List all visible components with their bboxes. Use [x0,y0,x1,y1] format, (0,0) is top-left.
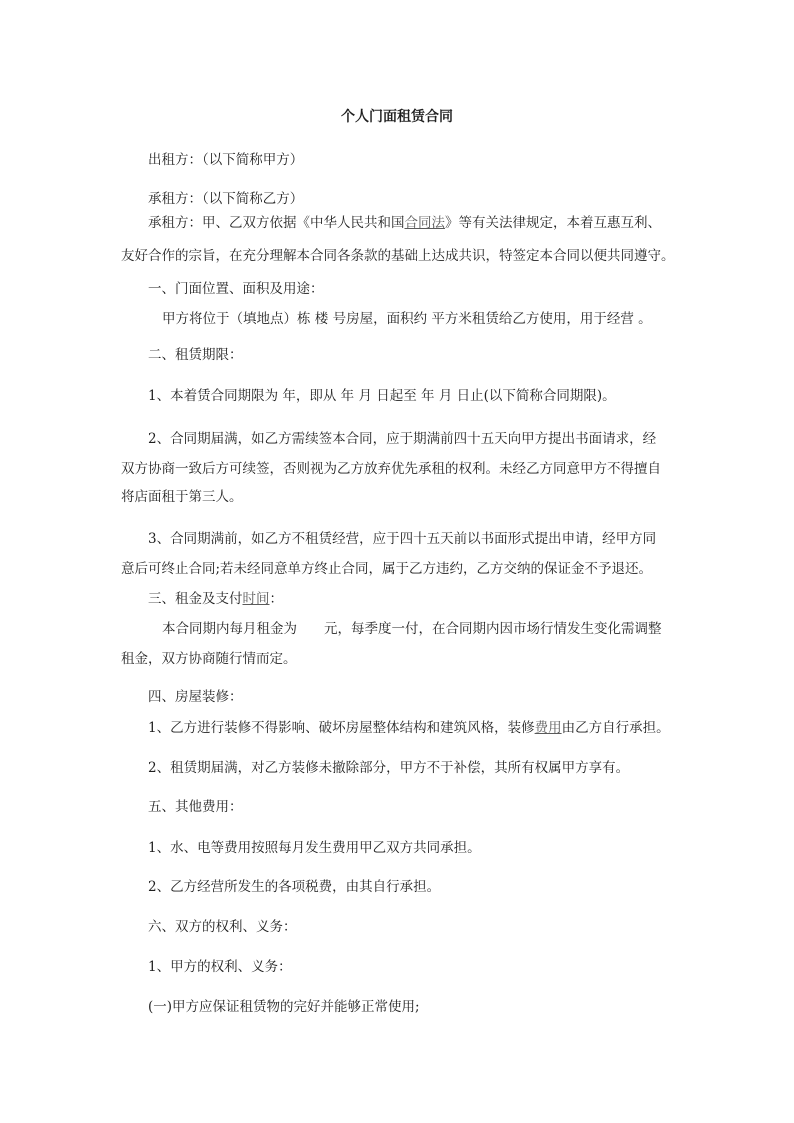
lessee-line: 承租方：（以下简称乙方） [148,191,304,207]
document-title: 个人门面租赁合同 [341,109,453,125]
section-2-item-3-line-2: 意后可终止合同;若未经同意单方终止合同，属于乙方违约，乙方交纳的保证金不予退还。 [121,561,653,577]
section-2-item-1: 1、本着赁合同期限为 年，即从 年 月 日起至 年 月 日止(以下简称合同期限)。 [148,388,616,404]
section-3-title-text: 三、租金及支付 [148,591,243,607]
section-6-title: 六、双方的权利、义务： [148,919,297,935]
intro-text-a: 承租方：甲、乙双方依据《中华人民共和国 [148,215,405,231]
time-link[interactable]: 时间 [242,591,270,607]
section-2-item-2-line-1: 2、合同期届满，如乙方需续签本合同，应于期满前四十五天向甲方提出书面请求，经 [148,431,657,447]
section-1-title: 一、门面位置、面积及用途： [148,281,324,297]
contract-law-link[interactable]: 合同法 [404,215,445,231]
section-5-item-1: 1、水、电等费用按照每月发生费用甲乙双方共同承担。 [148,840,481,856]
section-3-title-colon: ： [269,591,283,607]
section-4-item-1-a: 1、乙方进行装修不得影响、破坏房屋整体结构和建筑风格，装修 [148,720,535,736]
intro-line-1 [148,213,661,233]
section-4-title: 四、房屋装修： [148,689,243,705]
section-3-line-1: 本合同期内每月租金为 元，每季度一付，在合同期内因市场行情发生变化需调整 [162,621,662,637]
section-2-item-3-line-1: 3、合同期满前，如乙方不租赁经营，应于四十五天前以书面形式提出申请，经甲方同 [148,531,657,547]
section-6-item-1-sub-1: (一)甲方应保证租赁物的完好并能够正常使用; [148,999,420,1015]
section-5-item-2: 2、乙方经营所发生的各项税费，由其自行承担。 [148,879,441,895]
lessor-line: 出租方：（以下简称甲方） [148,152,304,168]
section-6-item-1: 1、甲方的权利、义务： [148,959,292,975]
intro-line-2: 友好合作的宗旨，在充分理解本合同各条款的基础上达成共识，特签定本合同以便共同遵守。 [121,248,675,264]
section-4-item-1 [148,718,670,738]
section-3-line-2: 租金，双方协商随行情而定。 [121,651,297,667]
section-2-item-2-line-3: 将店面租于第三人。 [121,489,243,505]
section-4-item-1-b: 由乙方自行承担。 [561,720,670,736]
section-1-text: 甲方将位于（填地点）栋 楼 号房屋，面积约 平方米租赁给乙方使用，用于经营 。 [162,311,652,327]
section-5-title: 五、其他费用： [148,799,243,815]
section-2-title: 二、租赁期限： [148,347,243,363]
cost-link[interactable]: 费用 [534,720,562,736]
section-2-item-2-line-2: 双方协商一致后方可续签，否则视为乙方放弃优先承租的权利。未经乙方同意甲方不得擅自 [121,461,661,477]
section-4-item-2: 2、租赁期届满，对乙方装修未撤除部分，甲方不于补偿，其所有权属甲方享有。 [148,760,630,776]
section-3-title [148,589,283,609]
intro-text-b: 》等有关法律规定，本着互惠互利、 [445,215,661,231]
